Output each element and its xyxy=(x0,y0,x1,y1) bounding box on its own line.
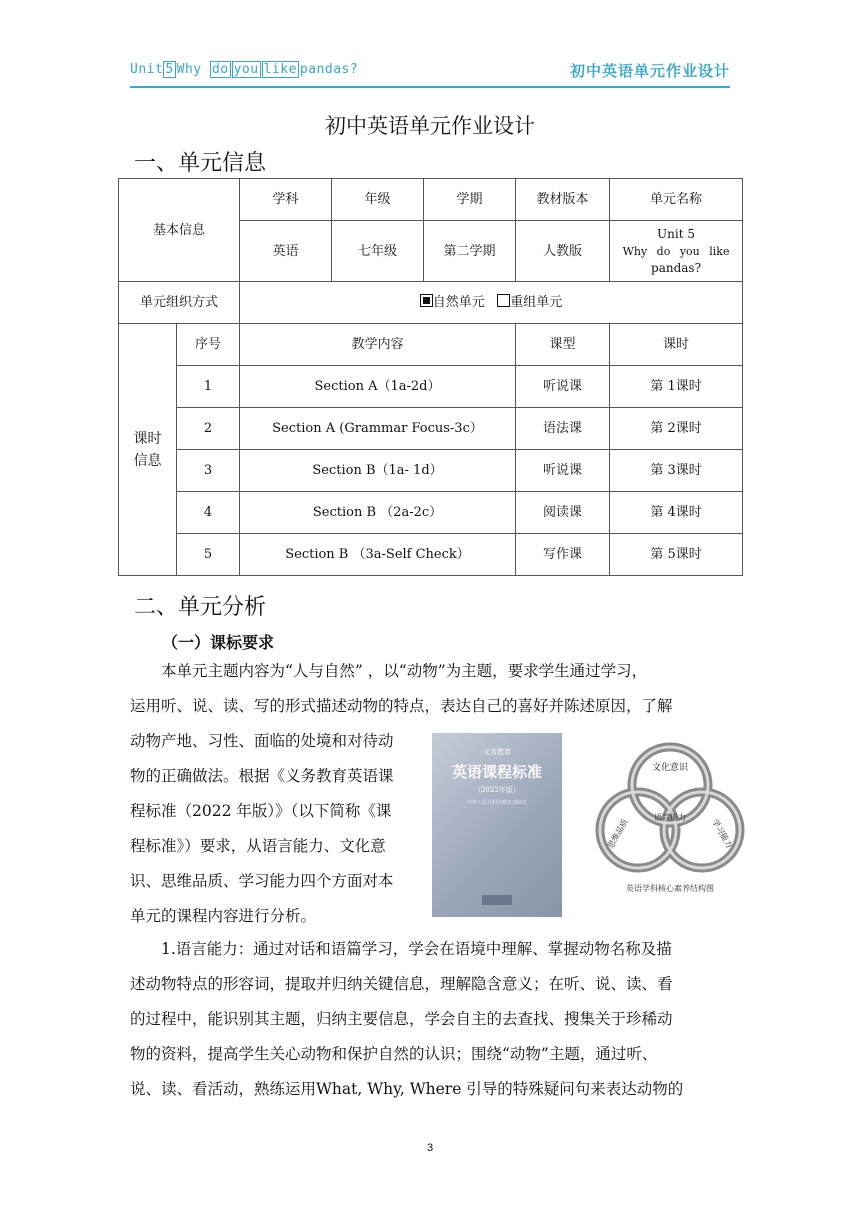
lesson-content: Section B （2a-2c） xyxy=(240,492,516,534)
text-line: 说、读、看活动，熟练运用What, Why, Where 引导的特殊疑问句来表达动物的 xyxy=(130,1080,684,1098)
header-cell: 年级 xyxy=(332,179,424,221)
book-text: （2022年版） xyxy=(474,786,520,794)
header-word: you xyxy=(233,62,259,77)
header-word: do xyxy=(211,62,229,77)
text-line: 单元的课程内容进行分析。 xyxy=(130,907,317,925)
core-competency-diagram xyxy=(590,740,750,915)
book-text: 中华人民共和国教育部制定 xyxy=(466,800,527,806)
unit-name-cell xyxy=(610,221,743,282)
lesson-content: Section B （3a-Self Check） xyxy=(240,534,516,576)
table-row xyxy=(119,492,743,534)
lesson-no: 5 xyxy=(177,534,240,576)
header-cell: 课型 xyxy=(516,324,610,366)
checked-box-icon[interactable] xyxy=(420,294,433,307)
unit-name-line: pandas? xyxy=(651,260,702,275)
header-cell: 教材版本 xyxy=(516,179,610,221)
value-cell: 人教版 xyxy=(516,221,610,282)
value-cell: 英语 xyxy=(240,221,332,282)
table-row xyxy=(119,408,743,450)
ring-label-right: 学习能力 xyxy=(710,817,735,850)
ring-label-left: 思维品质 xyxy=(605,817,630,850)
text-line: 物的资料，提高学生关心动物和保护自然的认识；围绕“动物”主题，通过听、 xyxy=(130,1045,658,1063)
ring-label-center: 语言能力 xyxy=(654,813,686,822)
lesson-info-label-line: 信息 xyxy=(133,452,162,469)
header-word: like xyxy=(263,62,297,77)
text-line: 1.语言能力：通过对话和语篇学习，学会在语境中理解、掌握动物名称及描 xyxy=(161,940,672,958)
lesson-content: Section B（1a- 1d） xyxy=(240,450,516,492)
lesson-period: 第 2课时 xyxy=(610,408,743,450)
section-heading-unit-analysis: 二、单元分析 xyxy=(134,595,267,620)
header-cell: 教学内容 xyxy=(240,324,516,366)
text-line: 动物产地、习性、面临的处境和对待动 xyxy=(130,732,394,750)
lesson-period: 第 3课时 xyxy=(610,450,743,492)
paragraph-language-ability xyxy=(130,932,735,1107)
ring-label-top: 文化意识 xyxy=(651,763,689,773)
lesson-info-label-line: 课时 xyxy=(133,430,162,447)
header-unit-title xyxy=(130,62,358,77)
book-text: 义务教育 xyxy=(483,748,511,756)
lesson-no: 4 xyxy=(177,492,240,534)
lesson-info-label xyxy=(119,324,177,576)
lesson-type: 阅读课 xyxy=(516,492,610,534)
header-cell: 序号 xyxy=(177,324,240,366)
lesson-period: 第 5课时 xyxy=(610,534,743,576)
subsection-heading: （一）课标要求 xyxy=(162,633,275,652)
header-word: pandas? xyxy=(299,62,359,77)
org-label: 单元组织方式 xyxy=(119,282,240,324)
curriculum-book-cover-image xyxy=(432,733,562,917)
paragraph-standards xyxy=(130,654,735,724)
header-divider xyxy=(130,86,730,88)
header-word: 5 xyxy=(165,62,174,77)
header-cell: 单元名称 xyxy=(610,179,743,221)
lesson-type: 听说课 xyxy=(516,450,610,492)
unit-name-line: Unit 5 xyxy=(657,226,695,241)
header-doc-title: 初中英语单元作业设计 xyxy=(569,62,730,80)
table-row xyxy=(119,534,743,576)
text-line: 运用听、说、读、写的形式描述动物的特点，表达自己的喜好并陈述原因，了解 xyxy=(130,697,673,715)
lesson-type: 语法课 xyxy=(516,408,610,450)
page-title: 初中英语单元作业设计 xyxy=(325,114,535,138)
diagram-caption: 英语学科核心素养结构图 xyxy=(626,884,714,893)
lesson-no: 1 xyxy=(177,366,240,408)
lesson-no: 3 xyxy=(177,450,240,492)
text-line: 程标准（2022 年版）》（以下简称《课 xyxy=(130,802,392,820)
lesson-no: 2 xyxy=(177,408,240,450)
unit-name-line: Why do you like xyxy=(622,244,730,258)
lesson-content: Section A (Grammar Focus-3c） xyxy=(240,408,516,450)
rings-svg xyxy=(590,740,750,880)
section-heading-unit-info: 一、单元信息 xyxy=(134,151,267,176)
text-line: 程标准》）要求，从语言能力、文化意 xyxy=(130,837,386,855)
lesson-type: 写作课 xyxy=(516,534,610,576)
header-cell: 学期 xyxy=(424,179,516,221)
book-title: 英语课程标准 xyxy=(451,763,542,781)
lesson-type: 听说课 xyxy=(516,366,610,408)
table-row xyxy=(119,366,743,408)
lesson-period: 第 4课时 xyxy=(610,492,743,534)
org-options xyxy=(240,282,743,324)
org-option-regroup: 重组单元 xyxy=(510,295,563,310)
header-word: Unit xyxy=(130,62,164,77)
lesson-content: Section A（1a-2d） xyxy=(240,366,516,408)
org-option-natural: 自然单元 xyxy=(432,295,485,310)
text-line: 本单元主题内容为“人与自然” ，以“动物”为主题，要求学生通过学习， xyxy=(161,662,648,680)
text-line: 述动物特点的形容词，提取并归纳关键信息，理解隐含意义；在听、说、读、看 xyxy=(130,975,673,993)
text-line: 识、思维品质、学习能力四个方面对本 xyxy=(130,872,394,890)
unchecked-box-icon[interactable] xyxy=(497,294,510,307)
unit-info-table xyxy=(118,178,743,576)
value-cell: 七年级 xyxy=(332,221,424,282)
lesson-period: 第 1课时 xyxy=(610,366,743,408)
paragraph-standards-wrap xyxy=(130,724,430,934)
basic-info-label: 基本信息 xyxy=(119,179,240,282)
publisher-logo-icon xyxy=(482,895,512,905)
header-cell: 课时 xyxy=(610,324,743,366)
text-line: 的过程中，能识别其主题，归纳主要信息，学会自主的去查找、搜集关于珍稀动 xyxy=(130,1010,673,1028)
value-cell: 第二学期 xyxy=(424,221,516,282)
text-line: 物的正确做法。根据《义务教育英语课 xyxy=(130,767,394,785)
header-word: Why xyxy=(176,62,202,77)
page-number: 3 xyxy=(426,1142,434,1154)
header-cell: 学科 xyxy=(240,179,332,221)
table-row xyxy=(119,450,743,492)
